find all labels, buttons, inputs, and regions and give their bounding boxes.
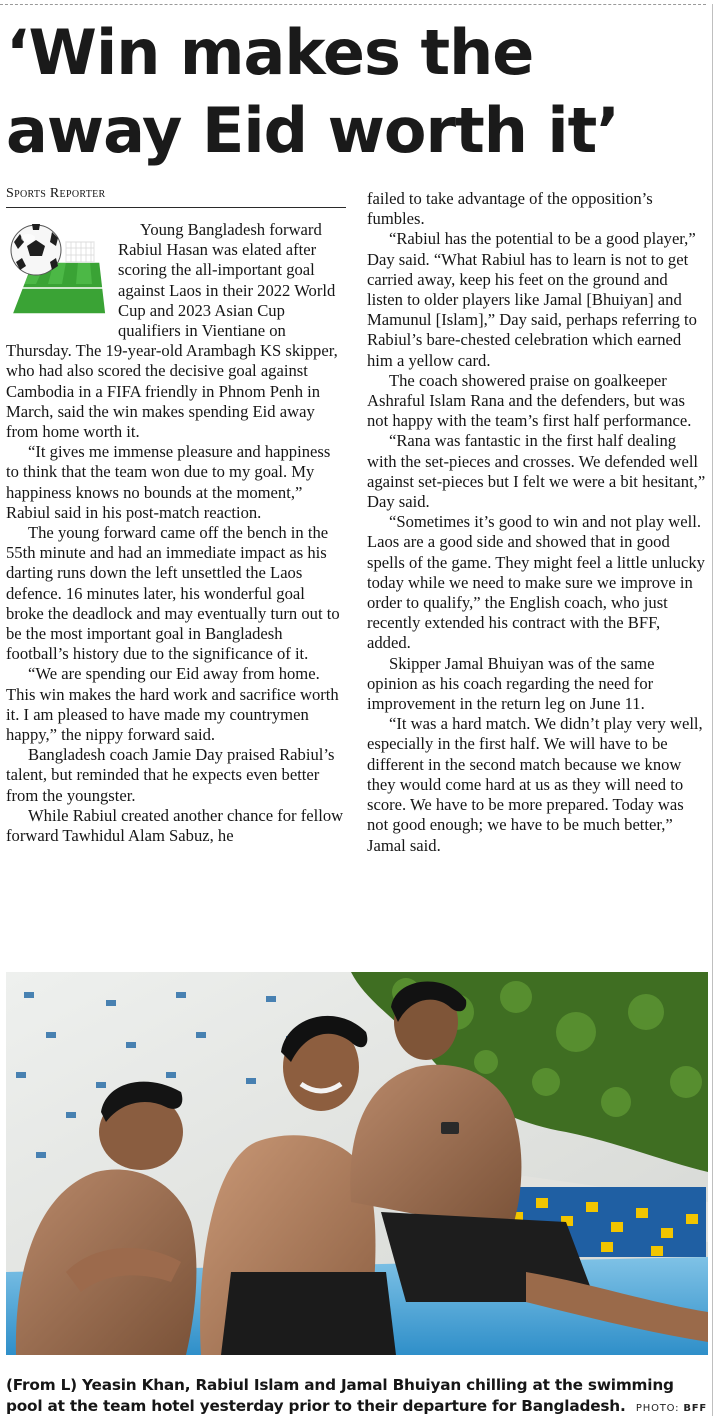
football-on-pitch-icon	[6, 222, 106, 322]
paragraph: Skipper Jamal Bhuiyan was of the same opinion as his coach regarding the need for improvement in the return leg on June 11.	[367, 653, 655, 714]
paragraph: The young forward came off the bench in the 55th minute and had an immediate impact as his darting runs down the left unsettled the Laos defence. 16 minutes later, his wonderful goal broke the deadlock and may eventually turn out to be the most important goal in Bangladesh football’s history due to the significance of it.	[6, 523, 340, 664]
right-column-rule	[712, 4, 713, 1416]
paragraph-continued: failed to take advantage of the opposition’s fumbles.	[367, 189, 653, 229]
top-dashed-rule	[0, 4, 706, 5]
paragraph: “Sometimes it’s good to win and not play well. Laos are a good side and showed that in good spells of the game. They might feel a little unlucky today while we need to make sure we improve in order to qualify,” the English coach, who just recently extended his contract with the BFF, added.	[367, 512, 705, 653]
article-column-left	[6, 220, 346, 846]
paragraph: “Rabiul has the potential to be a good player,” Day said. “What Rabiul has to learn is not to get carried away, keep his feet on the ground and listen to older players like Jamal [Bhuiyan] and Mamunul [Islam],” Day said, perhaps referring to Rabiul’s bare-chested celebration which earned him a yellow card.	[367, 229, 697, 370]
paragraph: “It was a hard match. We didn’t play very well, especially in the first half. We will have to be different in the second match because we know they would come hard at us as they will need to score. We have to be more prepared. Today was not good enough; we have to be much better,” Jamal said.	[367, 714, 703, 855]
headline: ‘Win makes the away Eid worth it’	[6, 16, 619, 167]
paragraph: While Rabiul created another chance for fellow forward Tawhidul Alam Sabuz, he	[6, 805, 344, 846]
photo-credit	[636, 1403, 707, 1414]
photo-caption: (From L) Yeasin Khan, Rabiul Islam and Jamal Bhuiyan chilling at the swimming pool at the team hotel yesterday prior to their departure for Bangladesh.	[6, 1376, 674, 1415]
byline: Sports Reporter	[6, 186, 346, 208]
photo-credit-source: BFF	[683, 1403, 707, 1414]
paragraph: “It gives me immense pleasure and happiness to think that the team won due to my goal. My happiness knows no bounds at the moment,” Rabiul said in his post-match reaction.	[6, 442, 331, 522]
article-photo	[6, 972, 708, 1355]
paragraph: Young Bangladesh forward Rabiul Hasan was elated after scoring the all-important goal against Laos in their 2022 World Cup and 2023 Asian Cup qualifiers in Vientiane on Thursday. The 19-year-old Arambagh KS skipper, who had also scored the decisive goal against Cambodia in a FIFA friendly in Phnom Penh in March, said the win makes spending Eid away from home worth it.	[6, 220, 338, 442]
pool-photo-illustration	[6, 972, 708, 1355]
photo-credit-label: PHOTO:	[635, 1403, 680, 1414]
paragraph: Bangladesh coach Jamie Day praised Rabiul’s talent, but reminded that he expects even better from the youngster.	[6, 745, 335, 805]
article-column-right	[367, 189, 707, 856]
paragraph: The coach showered praise on goalkeeper Ashraful Islam Rana and the defenders, but was not happy with the team’s first half performance.	[367, 370, 692, 431]
paragraph: “Rana was fantastic in the first half dealing with the set-pieces and crosses. We defended well against set-pieces but I felt we were a bit hesitant,” Day said.	[367, 431, 706, 512]
paragraph: “We are spending our Eid away from home. This win makes the hard work and sacrifice worth it. I am pleased to have made my countrymen happy,” the nippy forward said.	[6, 664, 339, 745]
